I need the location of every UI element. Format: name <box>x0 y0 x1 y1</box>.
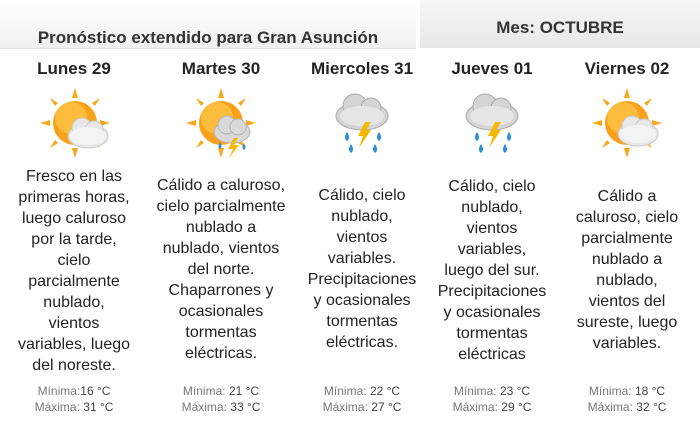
forecast-header <box>0 0 416 49</box>
day-card-lunes <box>0 50 148 428</box>
day-temps <box>557 383 697 415</box>
sun-cloud-storm-icon <box>184 86 258 160</box>
day-description: Cálido, cielo nublado, vientos variables. Precipitaciones y ocasionales tormentas eléctricas. <box>307 187 417 351</box>
day-name: Miercoles 31 <box>310 59 414 78</box>
min-temp: 23 °C <box>499 384 531 398</box>
day-name: Martes 30 <box>181 59 261 78</box>
day-description: Cálido a caluroso, cielo parcialmente nublado a nublado, vientos del sureste, luego variables. <box>575 188 679 352</box>
min-label: Mínima: <box>182 384 226 398</box>
forecast-days <box>0 50 700 428</box>
min-temp: 22 °C <box>369 384 401 398</box>
min-label: Mínima: <box>37 384 81 398</box>
min-label: Mínima: <box>453 384 497 398</box>
max-label: Máxima: <box>452 400 498 414</box>
day-card-viernes <box>557 50 697 428</box>
day-description: Cálido, cielo nublado, vientos variables, luego del sur. Precipitaciones y ocasionales tormentas eléctricas <box>437 178 547 363</box>
day-name: Viernes 02 <box>584 59 670 78</box>
day-card-miercoles <box>297 50 427 428</box>
day-card-martes <box>145 50 297 428</box>
max-temp: 31 °C <box>83 400 114 414</box>
max-label: Máxima: <box>587 400 633 414</box>
min-label: Mínima: <box>323 384 367 398</box>
day-name: Jueves 01 <box>451 59 533 78</box>
day-temps <box>427 383 557 415</box>
max-temp: 33 °C <box>230 400 261 414</box>
day-card-jueves <box>427 50 557 428</box>
max-temp: 29 °C <box>501 400 532 414</box>
max-label: Máxima: <box>322 400 368 414</box>
month-header <box>420 0 700 48</box>
day-temps <box>0 383 148 415</box>
min-temp: 18 °C <box>634 384 666 398</box>
forecast-title: Pronóstico extendido para Gran Asunción <box>37 28 379 47</box>
max-label: Máxima: <box>34 400 80 414</box>
day-temps <box>297 383 427 415</box>
max-temp: 32 °C <box>636 400 667 414</box>
sun-cloud-icon <box>590 86 664 160</box>
day-description: Cálido a caluroso, cielo parcialmente nublado a nublado, vientos del norte. Chaparrones y ocasionales tormentas eléctricas. <box>156 177 286 362</box>
storm-cloud-icon <box>455 86 529 160</box>
min-temp: 16 °C <box>80 384 111 398</box>
day-description: Fresco en las primeras horas, luego caluroso por la tarde, cielo parcialmente nublado, vientos variables, luego del noreste. <box>17 168 131 374</box>
min-temp: 21 °C <box>228 384 260 398</box>
max-temp: 27 °C <box>371 400 402 414</box>
min-label: Mínima: <box>588 384 632 398</box>
storm-cloud-icon <box>325 86 399 160</box>
month-label: Mes: OCTUBRE <box>496 18 624 37</box>
sun-cloud-icon <box>38 86 112 160</box>
day-temps <box>145 383 297 415</box>
day-name: Lunes 29 <box>37 59 111 78</box>
max-label: Máxima: <box>181 400 227 414</box>
